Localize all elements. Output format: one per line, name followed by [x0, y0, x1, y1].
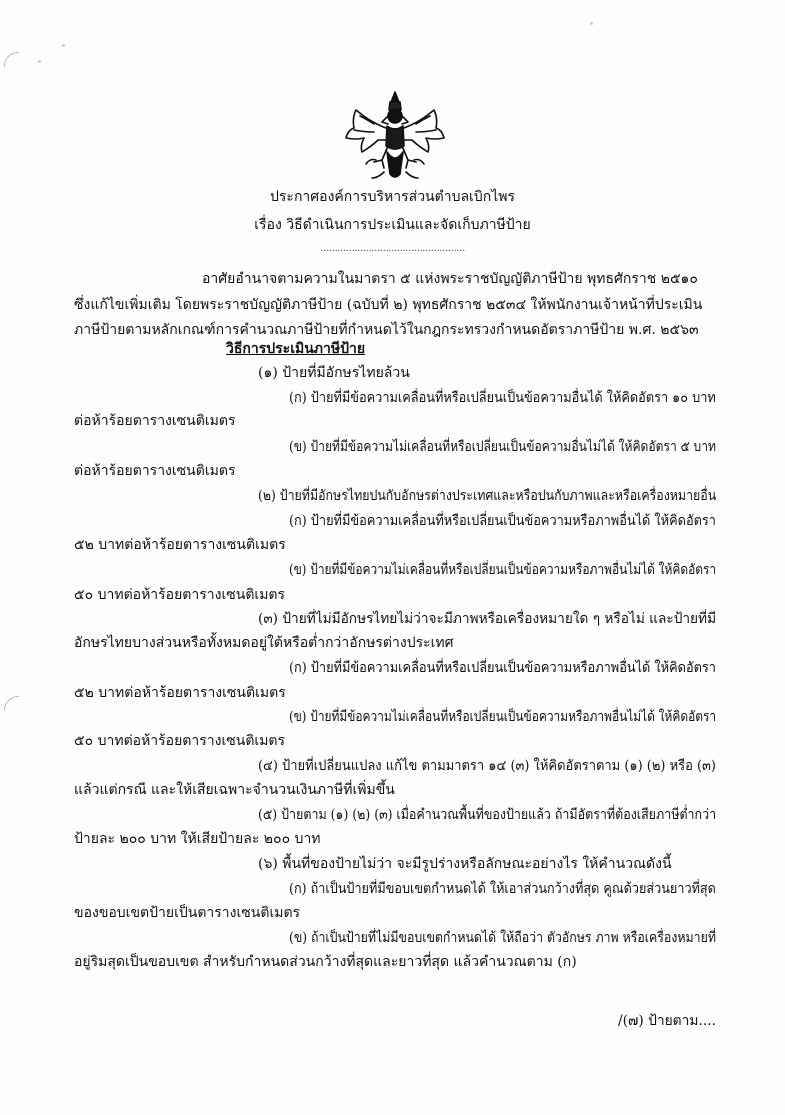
clause-line: (๕) ป้ายตาม (๑) (๒) (๓) เมื่อคำนวณพื้นที่ของป้ายแล้ว ถ้ามีอัตราที่ต้องเสียภาษีต่ำกว่า — [258, 807, 717, 823]
clause-line: ป้ายละ ๒๐๐ บาท ให้เสียป้ายละ ๒๐๐ บาท — [74, 831, 321, 847]
clause-line: อยู่ริมสุดเป็นขอบเขต สำหรับกำหนดส่วนกว้างที่สุดและยาวที่สุด แล้วคำนวณตาม (ก) — [74, 954, 577, 970]
subject-title: เรื่อง วิธีดำเนินการประเมินและจัดเก็บภาษีป้าย — [254, 217, 531, 233]
clause-line: ๕๐ บาทต่อห้าร้อยตารางเซนติเมตร — [74, 587, 286, 603]
clause-line: ของขอบเขตป้ายเป็นตารางเซนติเมตร — [74, 905, 301, 921]
clause-line: (ก) ป้ายที่มีข้อความเคลื่อนที่หรือเปลี่ยนเป็นข้อความหรือภาพอื่นได้ ให้คิดอัตรา — [289, 513, 716, 529]
clause-line: อักษรไทยบางส่วนหรือทั้งหมดอยู่ใต้หรือต่ำกว่าอักษรต่างประเทศ — [74, 635, 454, 651]
garuda-emblem-icon — [340, 88, 450, 184]
section-heading: วิธีการประเมินภาษีป้าย — [226, 341, 366, 357]
clause-line: (ข) ป้ายที่มีข้อความไม่เคลื่อนที่หรือเปลี่ยนเป็นข้อความหรือภาพอื่นไม่ได้ ให้คิดอัตรา — [289, 562, 717, 578]
clause-line: (ข) ถ้าเป็นป้ายที่ไม่มีขอบเขตกำหนดได้ ให้ถือว่า ตัวอักษร ภาพ หรือเครื่องหมายที่ — [289, 930, 716, 946]
scan-speck — [62, 44, 65, 47]
clause-line: ๕๒ บาทต่อห้าร้อยตารางเซนติเมตร — [74, 685, 286, 701]
punch-hole-mark — [4, 52, 19, 67]
clause-line: (๒) ป้ายที่มีอักษรไทยปนกับอักษรต่างประเทศและหรือปนกับภาพและหรือเครื่องหมายอื่น — [258, 488, 717, 504]
clause-line: (ก) ป้ายที่มีข้อความเคลื่อนที่หรือเปลี่ยนเป็นข้อความอื่นได้ ให้คิดอัตรา ๑๐ บาท — [289, 390, 716, 406]
clause-line: (๑) ป้ายที่มีอักษรไทยล้วน — [258, 365, 410, 381]
page-continuation: /(๗) ป้ายตาม.... — [618, 1013, 716, 1029]
clause-line: แล้วแต่กรณี และให้เสียเฉพาะจำนวนเงินภาษีที่เพิ่มขึ้น — [74, 782, 395, 798]
clause-line: (ข) ป้ายที่มีข้อความไม่เคลื่อนที่หรือเปลี่ยนเป็นข้อความหรือภาพอื่นไม่ได้ ให้คิดอัตรา — [289, 709, 717, 725]
clause-line: ๕๐ บาทต่อห้าร้อยตารางเซนติเมตร — [74, 733, 286, 749]
clause-line: (๔) ป้ายที่เปลี่ยนแปลง แก้ไข ตามมาตรา ๑๔ (๓) ให้คิดอัตราตาม (๑) (๒) หรือ (๓) — [258, 758, 716, 774]
intro-line: ซึ่งแก้ไขเพิ่มเติม โดยพระราชบัญญัติภาษีป้าย (ฉบับที่ ๒) พุทธศักราช ๒๕๓๔ ให้พนักงานเจ้าหน้าที่ประเมิน — [74, 297, 703, 313]
clause-line: (ข) ป้ายที่มีข้อความไม่เคลื่อนที่หรือเปลี่ยนเป็นข้อความอื่นไม่ได้ ให้คิดอัตรา ๕ บาท — [289, 439, 716, 455]
intro-line: ภาษีป้ายตามหลักเกณฑ์การคำนวณภาษีป้ายที่กำหนดไว้ในกฎกระทรวงกำหนดอัตราภาษีป้าย พ.ศ. ๒๕๖๓ — [74, 322, 699, 338]
clause-line: (๖) พื้นที่ของป้ายไม่ว่า จะมีรูปร่างหรือลักษณะอย่างไร ให้คำนวณดังนี้ — [258, 856, 672, 872]
clause-line: ต่อห้าร้อยตารางเซนติเมตร — [74, 463, 236, 479]
clause-line: ๕๒ บาทต่อห้าร้อยตารางเซนติเมตร — [74, 537, 286, 553]
scan-speck — [38, 60, 41, 63]
clause-line: (ก) ถ้าเป็นป้ายที่มีขอบเขตกำหนดได้ ให้เอาส่วนกว้างที่สุด คูณด้วยส่วนยาวที่สุด — [289, 881, 716, 897]
intro-line: อาศัยอำนาจตามความในมาตรา ๕ แห่งพระราชบัญญัติภาษีป้าย พุทธศักราช ๒๕๑๐ — [202, 271, 698, 287]
issuer-title: ประกาศองค์การบริหารส่วนตำบลเบิกไพร — [270, 189, 515, 205]
punch-hole-mark — [4, 696, 19, 711]
clause-line: (๓) ป้ายที่ไม่มีอักษรไทยไม่ว่าจะมีภาพหรือเครื่องหมายใด ๆ หรือไม่ และป้ายที่มี — [258, 611, 717, 627]
clause-line: ต่อห้าร้อยตารางเซนติเมตร — [74, 413, 236, 429]
scan-speck — [590, 22, 593, 25]
title-divider: …………………………………………… — [320, 244, 465, 254]
clause-line: (ก) ป้ายที่มีข้อความเคลื่อนที่หรือเปลี่ยนเป็นข้อความหรือภาพอื่นได้ ให้คิดอัตรา — [289, 660, 716, 676]
